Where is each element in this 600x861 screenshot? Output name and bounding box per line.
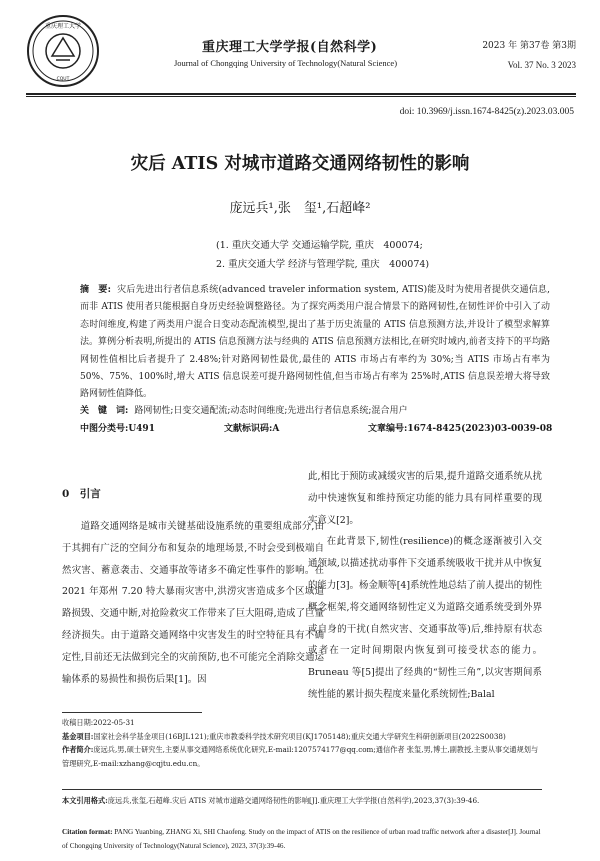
- journal-title-cn: 重庆理工大学学报(自然科学): [202, 40, 378, 55]
- citation-cn-text: 庞远兵,张玺,石超峰.灾后 ATIS 对城市道路交通网络韧性的影响[J].重庆理工大学学报(自然科学),2023,37(3):39-46.: [107, 796, 480, 805]
- author-info: [62, 743, 542, 770]
- paper-title: 灾后 ATIS 对城市道路交通网络韧性的影响: [130, 154, 470, 174]
- abstract-text: 灾后先进出行者信息系统(advanced traveler information system, ATIS)能及时为使用者提供交通信息,而非 ATIS 使用者只能根据自身历史经验调整路径。为了探究两类用户混合情景下的路网韧性,在韧性评价中引入了动态时间维度,构建了两类用户混合日变动态配流模型,提出了基于历史流量的 ATIS 信息预测方法,并设计了模型求解算法。算例分析表明,所提出的 ATIS 信息预测方法与经典的 ATIS 信息预测方法相比,在研究时域内,前者支持下的平均路网韧性值相比后者提升了 2.48%;针对路网韧性最优,最佳的 ATIS 市场占有率约为 30%;当 ATIS 市场占有率为 50%、75%、100%时,增大 ATIS 信息误差可提升路网韧性值,但当市场占有率为 25%时,ATIS 信息误差增大将导致路网韧性值降低。: [80, 285, 550, 400]
- abstract: [80, 282, 550, 404]
- abstract-label: 摘 要:: [80, 285, 111, 295]
- affiliation-2: 2. 重庆交通大学 经济与管理学院, 重庆 400074): [216, 259, 430, 270]
- svg-text:CQUT: CQUT: [56, 77, 70, 82]
- intro-paragraph-2: 在此背景下,韧性(resilience)的概念逐渐被引入交通领域,以描述扰动事件下交通系统吸收干扰并从中恢复的能力[3]。杨金顺等[4]系统性地总结了前人提出的韧性概念框架,将交通网络韧性定义为道路交通系统受到外界或自身的干扰(自然灾害、交通事故等)后,维持原有状态或者在一定时间期限内恢复到可接受状态的能力。Bruneau 等[5]提出了经典的“韧性三角”,以灾害期间系统性能的累计损失程度来量化系统韧性;Balal: [308, 536, 542, 700]
- intro-left-column: [62, 516, 324, 690]
- fund-text: 国家社会科学基金项目(16BJL121);重庆市教委科学技术研究项目(KJ1705148);重庆交通大学研究生科研创新项目(2022S0038): [93, 731, 506, 741]
- author-text: 庞远兵,男,硕士研究生,主要从事交通网络系统优化研究,E-mail:1207574177@qq.com;通信作者 张玺,男,博士,副教授,主要从事交通规划与管理研究,E-mail:xzhang@cqjtu.edu.cn。: [62, 745, 539, 768]
- issue-en: Vol. 37 No. 3 2023: [507, 60, 576, 70]
- doi: doi: 10.3969/j.issn.1674-8425(z).2023.03.005: [399, 107, 574, 117]
- intro-right-column: [308, 466, 542, 706]
- svg-text:重庆理工大学: 重庆理工大学: [44, 23, 82, 30]
- citation-en: [62, 826, 542, 853]
- keywords: [80, 403, 550, 420]
- keywords-text: 路网韧性;日变交通配流;动态时间维度;先进出行者信息系统;混合用户: [134, 406, 408, 416]
- intro-paragraph-1: 道路交通网络是城市关键基础设施系统的重要组成部分,由于其拥有广泛的空间分布和复杂的地理场景,不时会受到极端自然灾害、蓄意袭击、交通事故等诸多不确定性事件的影响。在 2021 年郑州 7.20 特大暴雨灾害中,洪涝灾害造成多个区域道路损毁、交通中断,对抢险救灾工作带来了巨大阻碍,造成了巨量经济损失。由于道路交通网络中灾害发生的时空特征具有不确定性,目前还无法做到完全的灾前预防,也不可能完全消除交通运输体系的易损性和损伤后果[1]。因: [62, 521, 324, 685]
- issue-cn: 2023 年 第37卷 第3期: [482, 41, 576, 51]
- received-date: 收稿日期:2022-05-31: [62, 718, 135, 727]
- footnote-rule: [62, 712, 202, 713]
- document-code: 文献标识码:A: [224, 424, 280, 434]
- header-rule-thin: [26, 96, 576, 97]
- citation-cn: [62, 794, 542, 808]
- citation-cn-label: 本文引用格式:: [62, 796, 108, 805]
- journal-title-en: Journal of Chongqing University of Technology(Natural Science): [174, 58, 398, 68]
- citation-en-text: PANG Yuanbing, ZHANG Xi, SHI Chaofeng. Study on the impact of ATIS on the resilience of urban road traffic network after a disaster[J]. Journal of Chongqing University of Technology(Natural Science), 2023, 37(3):39-46.: [62, 828, 541, 850]
- university-logo: [26, 14, 100, 88]
- section-heading-intro: 0 引言: [62, 488, 101, 500]
- journal-header: [26, 14, 576, 90]
- author-label: 作者简介:: [62, 745, 94, 755]
- article-number: 文章编号:1674-8425(2023)03-0039-08: [368, 424, 553, 434]
- fund-info: [62, 730, 542, 744]
- fund-label: 基金项目:: [62, 731, 94, 741]
- keywords-label: 关 键 词:: [80, 406, 129, 416]
- citation-rule: [62, 789, 542, 790]
- citation-en-label: Citation format:: [62, 828, 113, 836]
- authors: 庞远兵¹,张 玺¹,石超峰²: [229, 201, 371, 216]
- affiliation-1: (1. 重庆交通大学 交通运输学院, 重庆 400074;: [216, 240, 423, 251]
- intro-paragraph-1-cont: 此,相比于预防或减缓灾害的后果,提升道路交通系统从扰动中快速恢复和维持预定功能的能力具有同样重要的现实意义[2]。: [308, 471, 542, 526]
- clc-number: 中图分类号:U491: [80, 424, 155, 434]
- header-rule: [26, 93, 576, 95]
- footnotes: [62, 716, 542, 770]
